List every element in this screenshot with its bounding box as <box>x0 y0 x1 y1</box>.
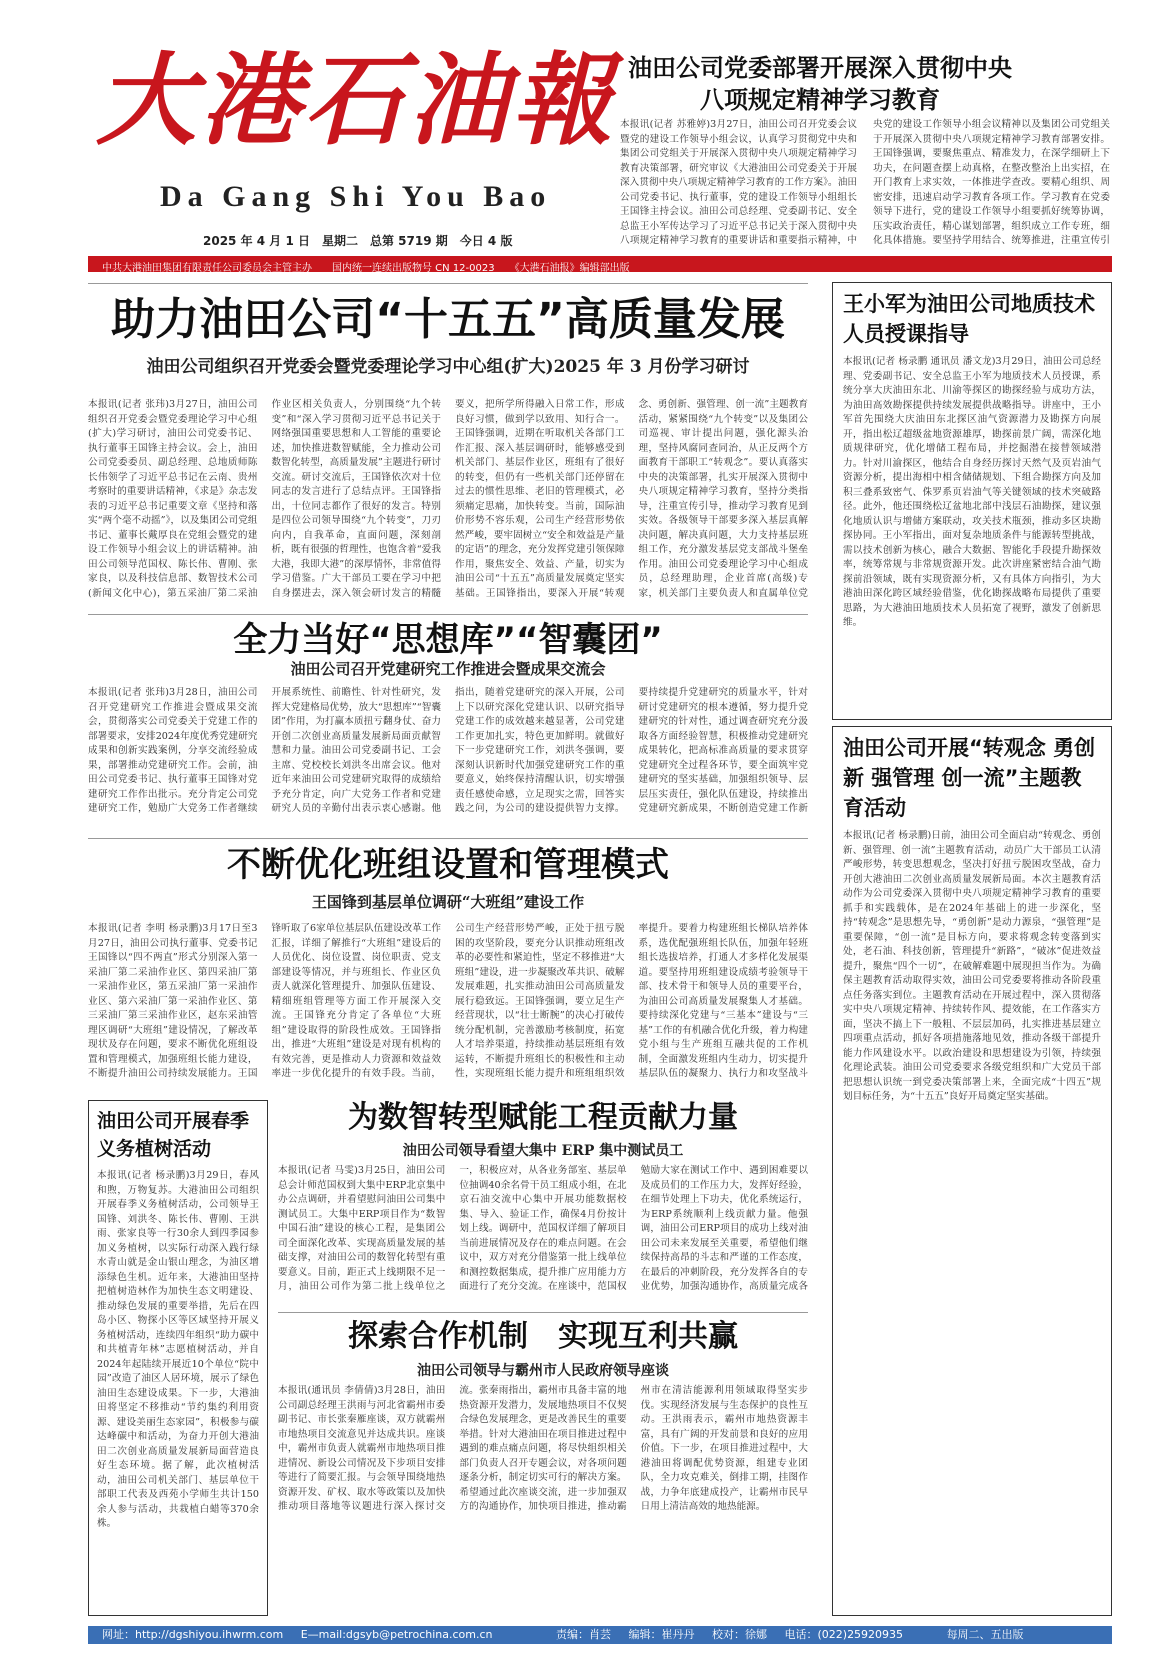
footer-phone: 电话：(022)25920935 <box>784 1628 904 1641</box>
footer-layout: 编辑：崔丹丹 <box>628 1628 695 1641</box>
lead-subhead: 油田公司组织召开党委会暨党委理论学习中心组(扩大)2025 年 3 月份学习研讨 <box>146 357 750 377</box>
story4-body: 本报讯(记者 马雯)3月25日，油田公司总会计师范国权到大集中ERP北京集中办公点调研，并看望慰问油田公司集中测试员工。大集中ERP项目作为“数智中国石油”建设的核心工程，是集团公司全面深化改革、实现高质量发展的基础支撑，对油田公司的数智化转型有重要意义。目前，距正式上线期限不足一月，油田公司作为第二批上线单位之一，积极应对，从各业务部室、基层单位抽调40余名骨干员工组成小组，在北京石油交流中心集中开展功能数据校集、导入、验证工作，确保4月份按计划上线。调研中，范国权详细了解项目当前进展情况及存在的难点问题。在会议中，双方对充分借鉴第一批上线单位和测控数据集成，提升推广应用能力方面进行了充分交流。在座谈中，范国权勉励大家在测试工作中、遇到困难要以及成员们的工作压力大，发挥好经验，在细节处理上下功夫，优化系统运行，为ERP系统顺利上线贡献力量。他强调，油田公司ERP项目的成功上线对油田公司未来发展至关重要，希望他们继续保持高昂的斗志和严谨的工作态度，在最后的冲刺阶段，充分发挥各自的专业优势，加强沟通协作，高质量完成各 <box>278 1165 808 1292</box>
top-story-body: 本报讯(记者 苏雅婷)3月27日，油田公司召开党委会议暨党的建设工作领导小组会议，认真学习贯彻党中央和集团公司党组关于开展深入贯彻中央八项规定精神学习教育决策部署，研究审议《大港油田公司党委关于开展深入贯彻中央八项规定精神学习教育的工作方案》。油田公司党委书记、执行董事，党的建设工作领导小组组长王国锋主持会议。油田公司总经理、党委副书记、安全总监王小军传达学习了习近平总书记关于深入贯彻中央八项规定精神学习教育的重要讲话和重要指示精神，中央党的建设工作领导小组会议精神以及集团公司党组关于开展深入贯彻中央八项规定精神学习教育部署安排。王国锋强调，要聚焦重点、精准发力，在深学细研上下功夫，在问题查摆上动真格，在整改整治上出实招，在开门教育上求实效，一体推进学查改。要精心组织、周密安排，迅速启动学习教育各项工作。学习教育在党委领导下进行，党的建设工作领导小组要抓好统筹协调，压实政治责任，精心谋划部署，组织成立工作专班，细化具体措施。要坚持学用结合、统筹推进，注重宣传引 <box>620 119 1110 246</box>
newspaper-pinyin: Da Gang Shi You Bao <box>160 180 552 213</box>
divider <box>88 838 808 839</box>
story2-body: 本报讯(记者 张玮)3月28日，油田公司召开党建研究工作推进会暨成果交流会，贯彻落实公司党委关于党建工作的部署要求，安排2024年度优秀党建研究成果和创新实践案例，分享交流经验成果，部署推动党建研究工作。会前，油田公司党委书记、执行董事王国锋对党建研究工作作出批示。充分肯定公司党建研究工作，勉励广大党务工作者继续开展系统性、前瞻性、针对性研究，发挥大党建格局优势，放大“思想库”“智囊团”作用，为打赢本质扭亏翻身仗、奋力开创二次创业高质量发展新局面贡献智慧和力量。油田公司党委副书记、工会主席、党校校长刘洪冬出席会议。他对近年来油田公司党建研究取得的成绩给予充分肯定，向广大党务工作者和党建研究人员的辛勤付出表示衷心感谢。他指出，随着党建研究的深入开展，公司上下以研究深化党建认识、以研究指导党建工作的成效越来越显著，公司党建工作更加扎实，特色更加鲜明。就做好下一步党建研究工作，刘洪冬强调，要深刻认识新时代加强党建研究工作的重要意义，始终保持清醒认识，切实增强责任感使命感，立足现实之需，回答实践之问，为公司的建设提供智力支撑。要持续提升党建研究的质量水平，针对研讨党建研究的根本遵循，努力提升党建研究的针对性，通过调查研究充分汲取各方面经验智慧，积极推动党建研究成果转化，把高标准高质量的要求贯穿党建研究全过程各环节，要全面筑牢党建研究的坚实基础，加强组织领导、层层压实责任，强化队伍建设，持续推出党建研究新成果，不断创造党建工作新 <box>88 687 808 814</box>
side1-headline: 王小军为油田公司地质技术人员授课指导 <box>843 292 1095 346</box>
side2-body: 本报讯(记者 杨录鹏)日前，油田公司全面启动“转观念、勇创新、强管理、创一流”主题教育活动，动员广大干部员工认清严峻形势，转变思想观念，坚决打好扭亏脱困攻坚战，奋力开创大港油田二次创业高质量发展新局面。本次主题教育活动作为公司党委深入贯彻中央八项规定精神学习教育的重要抓手和实践载体，是在2024年基础上的进一步深化，坚持“转观念”是思想先导，“勇创新”是动力源泉，“强管理”是重要保障，“创一流”是目标方向，要求将观念转变落到实处，老石油、科技创新，管理提升“新路”，“破冰”促进效益提升，聚焦“四个一切”，在破解难题中展现担当作为。为确保主题教育活动取得实效，油田公司党委要将推动各阶段重点任务落实到位。主题教育活动在开展过程中，深入贯彻落实中央八项规定精神、持续转作风、提效能，在工作落实方面，坚决不搞上下一般粗、不层层加码，扎实推进基层建立四项重点活动，抓好各项措施落地见效，推动各级干部提升能力作风建设水平。以政治建设和思想建设为引领，持续强化理论武装。油田公司党委要求各级党组织和广大党员干部把思想认识统一到党委决策部署上来，全面完成“十四五”规划目标任务，为“十五五”良好开局奠定坚实基础。 <box>843 830 1101 1102</box>
footer-proof: 校对：徐娜 <box>711 1628 767 1641</box>
newspaper-logo: 大港石油報 <box>96 41 616 159</box>
sponsor-bar <box>88 256 1112 272</box>
side2-headline: 油田公司开展“转观念 勇创新 强管理 创一流”主题教育活动 <box>843 736 1096 820</box>
story5-headline: 探索合作机制 实现互利共赢 <box>348 1319 738 1354</box>
side3-headline: 油田公司开展春季义务植树活动 <box>97 1110 250 1160</box>
lead-headline: 助力油田公司“十五五”高质量发展 <box>111 294 785 345</box>
footer-bar <box>88 1626 1112 1644</box>
side3-body: 本报讯(记者 杨录鹏)3月29日，春风和煦，万物复苏。大港油田公司组织开展春季义务植树活动，公司领导王国锋、刘洪冬、陈长伟、曹刚、王洪雨、张家良等一行30余人到四季园参加义务植树，以实际行动深入践行绿水青山就是金山银山理念，为油区增添绿色生机。近年来，大港油田坚持把植树造林作为加快生态文明建设、推动绿色发展的重要举措，先后在四岛小区、物探小区等区域坚持开展义务植树活动，连续四年组织“助力碳中和共植青年林”志愿植树活动，并自2024年起陆续开展近10个单位“院中园”改造了油区人居环境，展示了绿色油田生态建设成果。下一步，大港油田将坚定不移推动“节约集约利用资源、建设美丽生态家园”，积极参与碳达峰碳中和活动，为奋力开创大港油田二次创业高质量发展新局面营造良好生态环境。据了解，此次植树活动，油田公司机关部门、基层单位干部职工代表及西苑小学师生共计150余人参与活动，共栽植白蜡等370余株。 <box>97 1170 259 1529</box>
side-box-1 <box>832 282 1112 720</box>
footer-email[interactable]: E—mail:dgsyb@petrochina.com.cn <box>300 1628 493 1641</box>
story2-subhead: 油田公司召开党建研究工作推进会暨成果交流会 <box>290 660 606 678</box>
divider <box>88 614 808 615</box>
side1-body: 本报讯(记者 杨录鹏 通讯员 潘文龙)3月29日，油田公司总经理、党委副书记、安全总监王小军为地质技术人员授课，系统分享大庆油田东北、川渝等探区的勘探经验与成功方法，为油田高效勘探提供持续发展提供战略指导。讲座中，王小军首先围绕大庆油田东北探区油气资源潜力及勘探方向展开，指出松辽超级盆地资源雄厚，勘探前景广阔，需深化地质规律研究，优化增储工程布局，并挖掘潜在接替领域潜力。针对川渝探区，他结合自身经历探讨天然气及页岩油气资源分析，提出海相中相含储储规划、下组合勘探方向及加积三叠系致密气、侏罗系页岩油气等关键领域的技术突破路径。此外，他还围绕松辽盆地北部中浅层石油勘探，建议强化地质认识与增储方案联动，攻关技术瓶颈，推动多区块勘探协同。王小军指出，面对复杂地质条件与能源转型挑战，需以技术创新为核心，融合大数据、智能化手段提升勘探效率，统筹常规与非常规资源开发。此次讲座紧密结合油气勘探前沿领域，既有实现资源分析，又有具体方向指引，为大港油田深化跨区域经验借鉴，优化勘探战略布局提供了重要思路，为大港油田地质技术人员拓宽了视野，激发了创新思维。 <box>843 356 1101 628</box>
footer-website[interactable]: 网址：http://dgshiyou.ihwrm.com <box>102 1628 284 1641</box>
story3-body: 本报讯(记者 李明 杨录鹏)3月17日至3月27日，油田公司执行董事、党委书记王国锋以“四不两直”形式分别深入第一采油厂第二采油作业区、第四采油厂第一采油作业区，第五采油厂第一采油作业区、第六采油厂第一采油作业区、第三采油厂第三采油作业区，赵东采油管理区调研“大班组”建设情况，了解改革现状及存在问题，要求不断优化班组设置和管理模式，加强班组长能力建设，不断提升油田公司持续发展能力。王国锋听取了6家单位基层队伍建设改革工作汇报，详细了解推行“大班组”建设后的人员优化、岗位设置、岗位职责、党支部建设等情况，并与班组长、作业区负责人就深化管理提升、加强队伍建设、精细班组管理等方面工作开展深入交流。王国锋充分肯定了各单位“大班组”建设取得的阶段性成效。王国锋指出，推进“大班组”建设是对现有机构的有效完善，更是推动人力资源和效益效率进一步优化提升的有效手段。当前，公司生产经营形势严峻，正处于扭亏脱困的攻坚阶段，要充分认识推动班组改革的必要性和紧迫性，坚定不移推进“大班组”建设，进一步凝聚改革共识、破解发展难题，扎实推动油田公司高质量发展行稳致远。王国锋强调，要立足生产经营现状，以“壮士断腕”的决心打破传统分配机制，完善激励考核制度，拓宽人才培养渠道，持续推动基层班组有效运转，不断提升班组长的积极性和主动性，实现班组长能力提升和班组组织效率提升。要着力构建班组长梯队培养体系，选优配强班组长队伍，加强年轻班组长选拔培养，打通人才多样化发展渠道。要坚持用班组建设成绩考验领导干部、技术骨干和领导人员的重要平台，为油田公司高质量发展聚集人才基础。要持续深化党建与“三基本”建设与“三基”工作的有机融合优化升级，着力构建党小组与生产班组互融共促的工作机制，全面激发班组内生动力，切实提升基层队伍的凝聚力、执行力和攻坚战斗 <box>88 923 808 1079</box>
divider <box>88 283 808 284</box>
top-story-headline: 油田公司党委部署开展深入贯彻中央八项规定精神学习教育 <box>628 54 1012 114</box>
issue-line: 2025 年 4 月 1 日 星期二 总第 5719 期 今日 4 版 <box>203 234 513 248</box>
footer-editor: 责编：肖芸 <box>555 1628 611 1641</box>
top-story <box>620 52 1020 116</box>
story4-subhead: 油田公司领导看望大集中 ERP 集中测试员工 <box>402 1143 684 1159</box>
lead-body: 本报讯(记者 张玮)3月27日，油田公司组织召开党委会暨党委理论学习中心组(扩大)学习研讨，油田公司党委书记、执行董事王国锋主持会议。会上，油田公司党委委员、副总经理、总地质师陈长伟领学了习近平总书记在云南、贵州考察时的重要讲话精神，《求是》杂志发表的习近平总书记重要文章《坚持和落实“两个毫不动摇”》，以及集团公司党组书记、董事长戴厚良在党组会暨党的建设工作领导小组会议上的讲话精神。油田公司领导范国权、陈长伟、曹刚、张家良，以及科技信息部、数智技术公司(新闻文化中心)，第五采油厂第二采油作业区相关负责人，分别围绕“九个转变”和“深入学习贯彻习近平总书记关于网络强国重要思想和人工智能的重要论述，加快推进数智赋能，全力推动公司数智化转型，高质量发展”主题进行研讨交流。研讨交流后，王国锋依次对十位同志的发言进行了总结点评。王国锋指出，十位同志都作了很好的发言。特别是四位公司领导围绕“九个转变”，刀刃向内，自我革命，直面问题，深刻剖析，既有很强的哲理性，也饱含着“爱我大港，我即大港”的深厚情怀，非常值得学习借鉴。广大干部员工要在学习中把自身摆进去，深入领会研讨发言的精髓要义，把所学所得融入日常工作，形成良好习惯，做到学以致用、知行合一。王国锋强调，近期在听取机关各部门工作汇报、深入基层调研时，能够感受到机关部门、基层作业区，班组有了很好的转变，但仍有一些机关部门还停留在过去的惯性思维、老旧的管理模式，必须痛定思痛，加快转变。当前，国际油价形势不容乐观，公司生产经营形势依然严峻，要牢固树立“安全和效益是产量的定语”的理念，充分发挥党建引领保障作用，聚焦安全、效益、产量，切实为油田公司“十五五”高质量发展奠定坚实基础。王国锋指出，要深入开展“转观念、勇创新、强管理、创一流”主题教育活动，紧紧围绕“九个转变”以及集团公司巡视、审计提出问题，强化源头治理，坚持风腐同查同治，从正反两个方面教育干部职工“转观念”。要认真落实中央的决策部署，扎实开展深入贯彻中央八项规定精神学习教育，坚持分类指导，注重宣传引导，推动学习教育见到实效。各级领导干部要多深入基层真解决问题，解决真问题，大力支持基层班组工作，充分激发基层党支部战斗堡垒作用。油田公司党委理论学习中心组成员，总经理助理，企业首席(高级)专家，机关部门主要负责人和直属单位党 <box>88 399 808 599</box>
story4-headline: 为数智转型赋能工程贡献力量 <box>348 1100 738 1135</box>
story3-headline: 不断优化班组设置和管理模式 <box>227 845 669 885</box>
side-box-2 <box>832 726 1112 1616</box>
story5-subhead: 油田公司领导与霸州市人民政府领导座谈 <box>417 1363 669 1379</box>
story5-body: 本报讯(通讯员 李倩倩)3月28日，油田公司副总经理王洪雨与河北省霸州市委副书记、市长张秦雁座谈，双方就霸州市地热项目交流意见并达成共识。座谈中，霸州市负责人就霸州市地热项目推进情况、新设公司情况及下步项目安排等进行了简要汇报。与会领导围绕地热资源开发、矿权、取水等政策以及加快推动项目落地等议题进行深入探讨交流。张秦雨指出，霸州市具备丰富的地热资源开发潜力，发展地热项目不仅契合绿色发展理念，更是改善民生的重要举措。针对大港油田在项目推进过程中遇到的难点痛点问题，将尽快组织相关部门负责人召开专题会议，对各项问题逐条分析，制定切实可行的解决方案。希望通过此次座谈交流，进一步加强双方的沟通协作，加快项目推进，推动霸州市在清洁能源利用领域取得坚实步伐。实现经济发展与生态保护的良性互动。王洪雨表示，霸州市地热资源丰富，具有广阔的开发前景和良好的应用价值。下一步，在项目推进过程中，大港油田将调配优势资源，组建专业团队，全力攻克难关，倒排工期，挂图作战，力争年底建成投产，让霸州市民早日用上清洁高效的地热能源。 <box>278 1385 808 1512</box>
story3-subhead: 王国锋到基层单位调研“大班组”建设工作 <box>311 893 585 911</box>
side-box-3 <box>88 1100 268 1616</box>
divider <box>278 1312 808 1313</box>
story2-headline: 全力当好“思想库”“智囊团” <box>233 620 663 660</box>
sponsor-text: 中共大港油田集团有限责任公司委员会主管主办 国内统一连续出版物号 CN 12-0023 《大港石油报》编辑部出版 <box>102 263 630 274</box>
footer-schedule: 每周二、五出版 <box>946 1628 1024 1641</box>
